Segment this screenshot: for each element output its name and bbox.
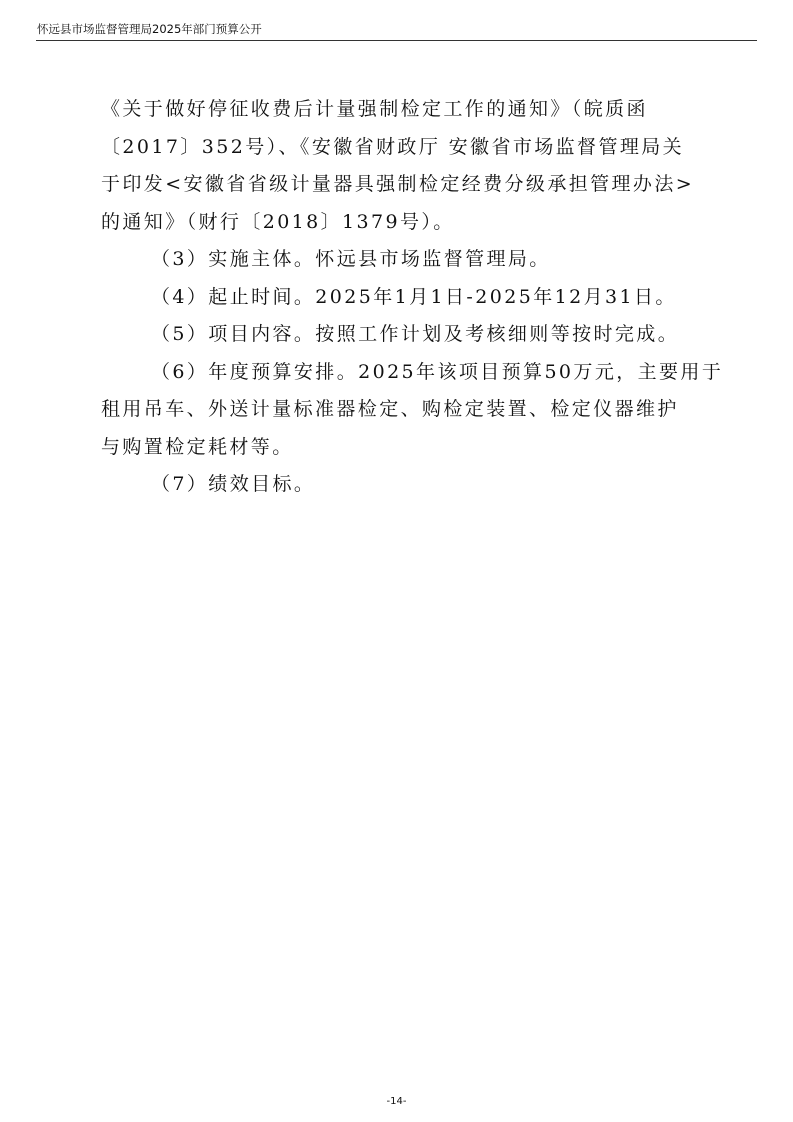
body-line: 的通知》（财行〔2018〕1379号）。 [101, 210, 455, 233]
body-line: 与购置检定耗材等。 [101, 435, 294, 458]
page-number: -14- [386, 1096, 407, 1107]
body-line: 〔2017〕352号）、《安徽省财政厅 安徽省市场监督管理局关 [101, 135, 685, 158]
list-item-project-content: （5）项目内容。按照工作计划及考核细则等按时完成。 [151, 323, 680, 345]
body-line: 《关于做好停征收费后计量强制检定工作的通知》（皖质函 [101, 98, 648, 120]
page-header-title: 怀远县市场监督管理局2025年部门预算公开 [37, 22, 262, 36]
list-item-annual-budget: （6）年度预算安排。2025年该项目预算50万元，主要用于 [151, 360, 724, 383]
list-item-implementing-body: （3）实施主体。怀远县市场监督管理局。 [151, 248, 551, 270]
header-divider [36, 40, 757, 41]
list-item-performance-goals: （7）绩效目标。 [151, 473, 316, 495]
body-line: 于印发<安徽省省级计量器具强制检定经费分级承担管理办法> [101, 173, 695, 195]
body-line: 租用吊车、外送计量标准器检定、购检定装置、检定仪器维护 [101, 398, 679, 420]
document-body [101, 91, 724, 504]
list-item-time-period: （4）起止时间。2025年1月1日-2025年12月31日。 [151, 285, 677, 308]
